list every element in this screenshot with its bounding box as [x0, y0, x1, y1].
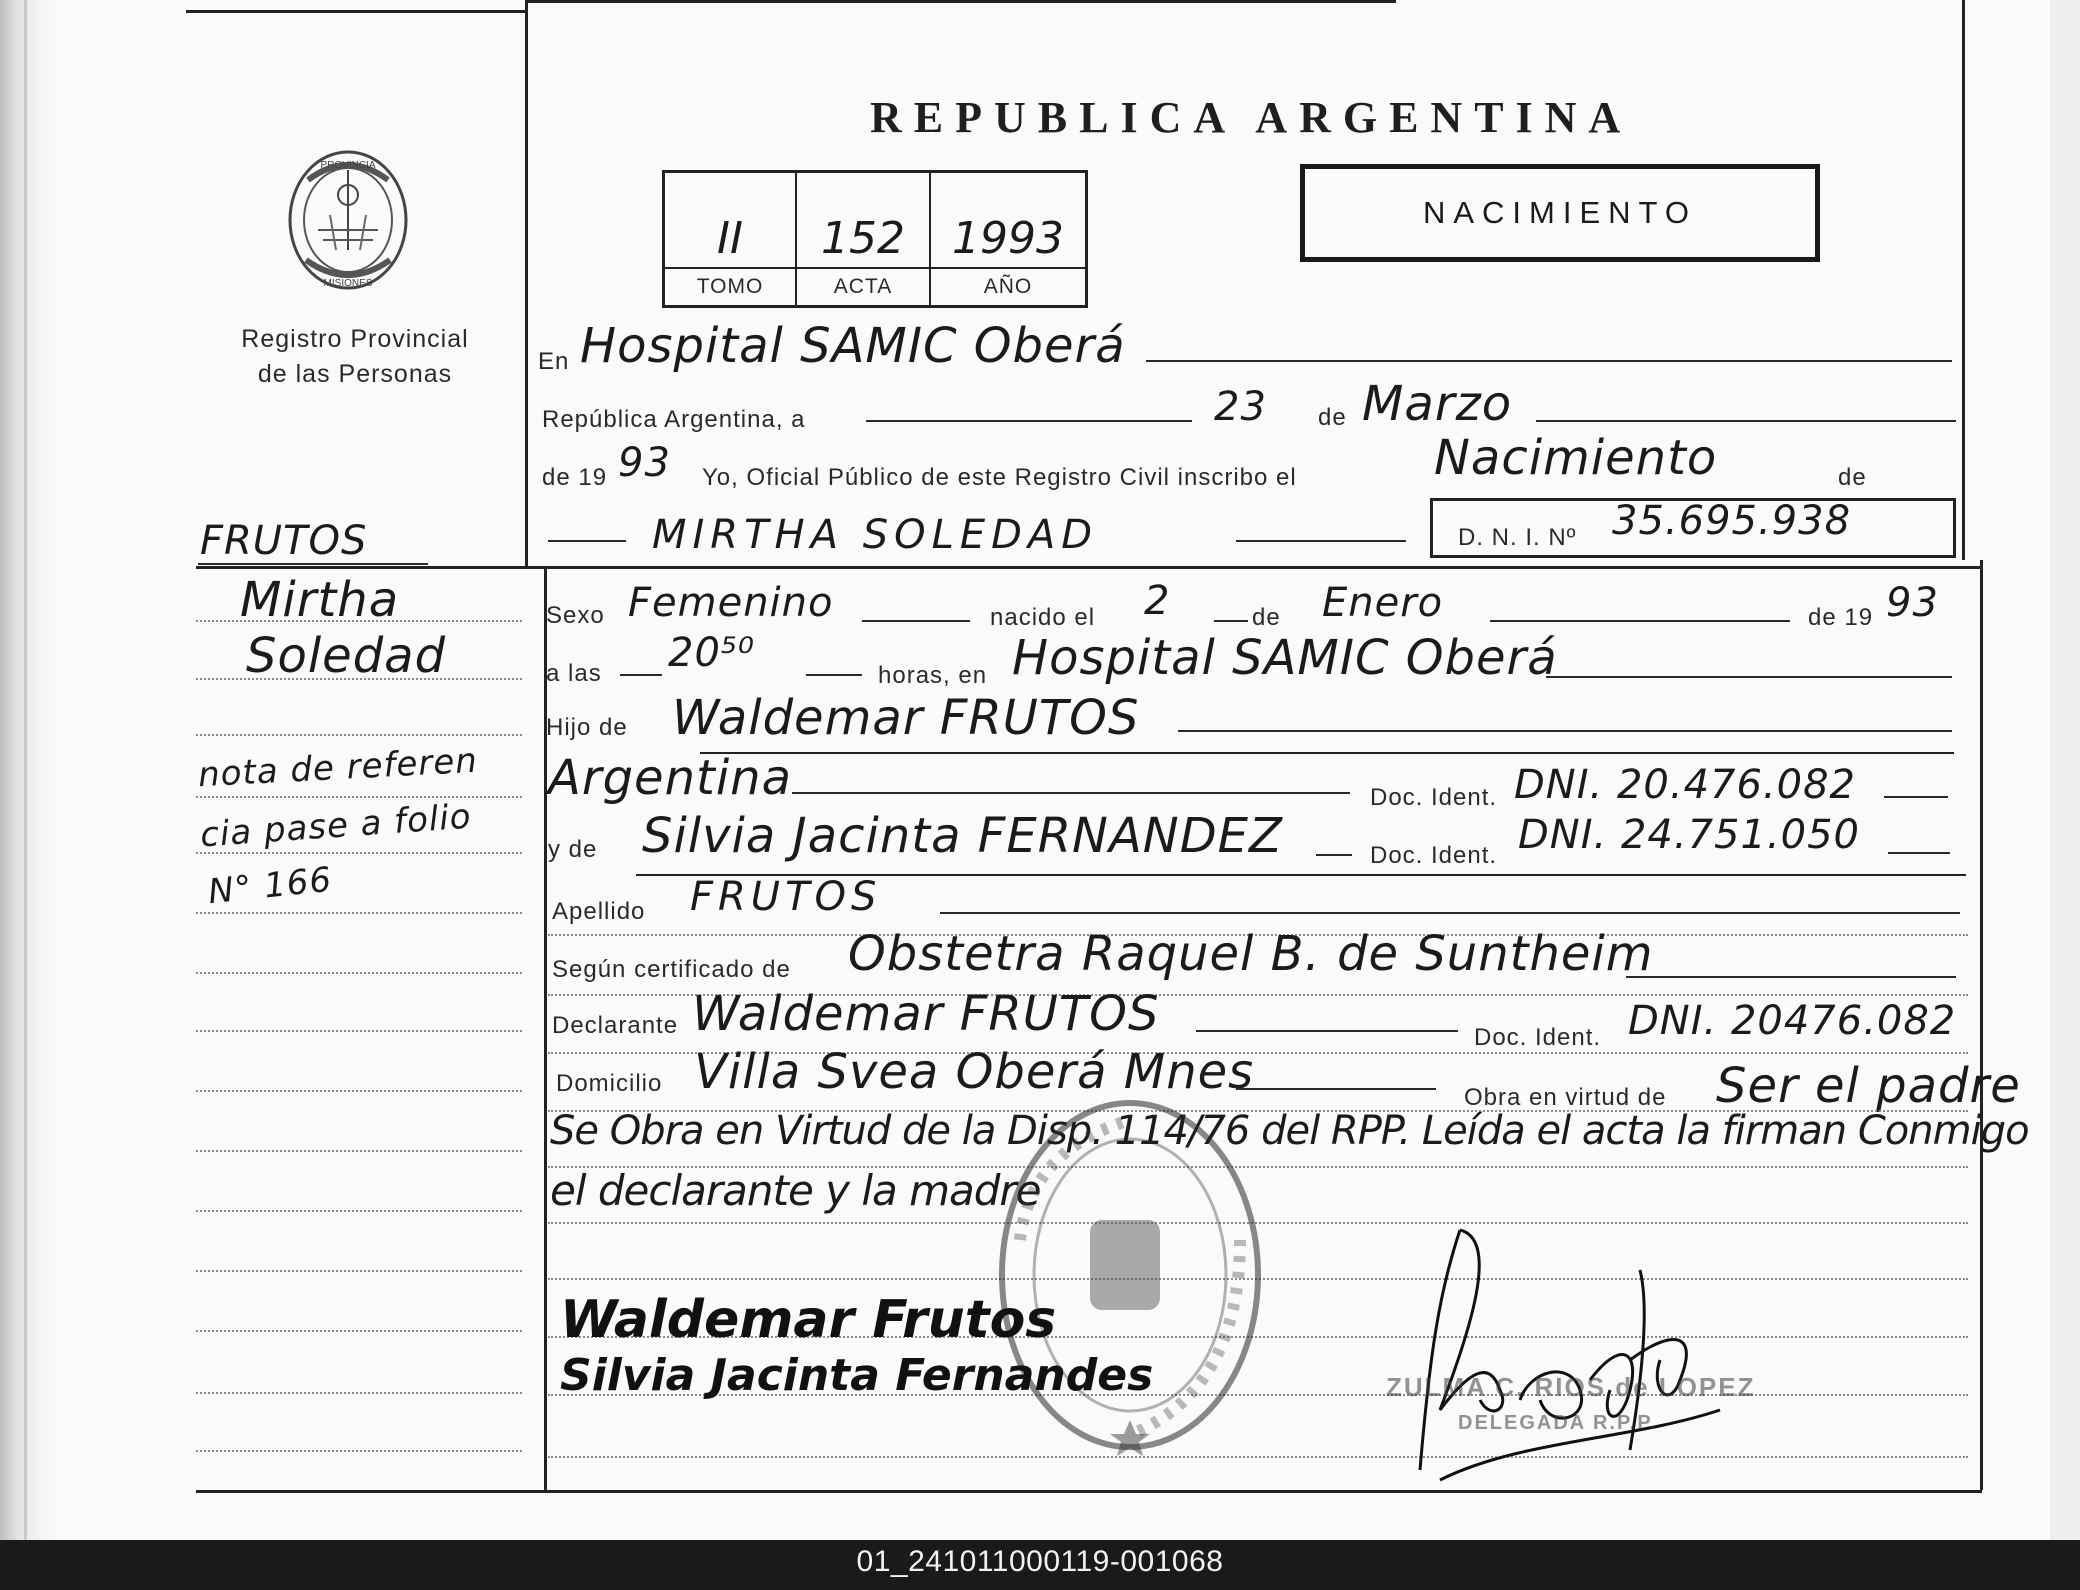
- label-doc-ident-1: Doc. Ident.: [1370, 784, 1498, 811]
- margin-note-3: N° 166: [206, 859, 334, 913]
- value-lugar: Hospital SAMIC Oberá: [580, 318, 1126, 374]
- fill-line: [620, 674, 662, 676]
- seal-top-text: PROVINCIA: [320, 160, 376, 171]
- margin-line: [196, 1030, 522, 1032]
- margin-note-2: cia pase a folio: [198, 796, 473, 856]
- acta-label: ACTA: [797, 267, 929, 305]
- value-dni: 35.695.938: [1612, 498, 1852, 544]
- margin-line: [196, 1450, 522, 1452]
- top-rule: [186, 10, 526, 13]
- registry-line1: Registro Provincial: [241, 325, 469, 353]
- value-continuacion-1: Se Obra en Virtud de la Disp. 114/76 del RPP. Leída el acta la firman Conmigo: [550, 1108, 2029, 1154]
- label-en: En: [538, 348, 570, 375]
- ano-value: 1993: [952, 213, 1064, 264]
- value-nac-ano: 93: [1886, 580, 1939, 626]
- value-continuacion-2: el declarante y la madre: [550, 1166, 1041, 1215]
- value-dia: 23: [1214, 384, 1267, 430]
- label-declarante: Declarante: [552, 1012, 679, 1039]
- provincial-seal-icon: [278, 140, 418, 300]
- registry-line2: de las Personas: [257, 360, 453, 388]
- record-number-box: [662, 170, 1088, 308]
- value-madre: Silvia Jacinta FERNANDEZ: [642, 808, 1283, 864]
- acta-cell: [797, 173, 931, 305]
- label-apellido: Apellido: [552, 898, 646, 925]
- value-nombre: MIRTHA SOLEDAD: [652, 512, 1099, 558]
- seal-bottom-text: MISIONES: [323, 278, 373, 289]
- label-de-mes: de: [1318, 404, 1347, 431]
- margin-given-name-2: Soledad: [246, 628, 447, 684]
- value-lugar-nac: Hospital SAMIC Oberá: [1012, 630, 1558, 686]
- fill-line: [1626, 976, 1956, 978]
- underline-father: [700, 752, 1954, 754]
- left-vertical-rule-lower: [544, 566, 547, 1490]
- officer-name-stamp: ZULMA C. RIOS de LOPEZ: [1386, 1372, 1756, 1402]
- fill-line: [866, 420, 1192, 422]
- image-caption: 01_241011000119-001068: [856, 1545, 1224, 1578]
- fill-line: [1178, 730, 1952, 732]
- fill-line: [1316, 854, 1352, 856]
- margin-line: [196, 1150, 522, 1152]
- label-domicilio: Domicilio: [556, 1070, 663, 1097]
- acta-value: 152: [821, 213, 905, 264]
- value-mes: Marzo: [1362, 376, 1513, 432]
- margin-surname: FRUTOS: [200, 518, 368, 564]
- label-de-19: de 19: [542, 464, 608, 491]
- value-nacionalidad-padre: Argentina: [548, 750, 792, 806]
- margin-line: [196, 734, 522, 736]
- value-apellido: FRUTOS: [690, 874, 882, 920]
- tomo-value: II: [717, 213, 743, 264]
- label-y-de: y de: [548, 836, 598, 863]
- margin-line: [196, 1090, 522, 1092]
- margin-line: [196, 1392, 522, 1394]
- fill-line: [806, 674, 862, 676]
- fill-line: [1884, 796, 1948, 798]
- ano-cell: [931, 173, 1085, 305]
- document-title: REPUBLICA ARGENTINA: [870, 93, 1633, 142]
- label-doc-ident-2: Doc. Ident.: [1370, 842, 1498, 869]
- fill-line: [1490, 620, 1790, 622]
- label-de-19-nac: de 19: [1808, 604, 1874, 631]
- value-declarante: Waldemar FRUTOS: [692, 986, 1160, 1042]
- value-hora: 20⁵⁰: [668, 630, 755, 676]
- official-round-stamp-icon: [990, 1090, 1270, 1460]
- value-obra: Ser el padre: [1716, 1058, 2021, 1114]
- margin-line: [196, 1210, 522, 1212]
- margin-surname-underline: [198, 563, 428, 565]
- mid-separator: [196, 566, 1982, 569]
- label-horas: horas, en: [878, 662, 988, 689]
- value-certificado: Obstetra Raquel B. de Suntheim: [848, 926, 1654, 982]
- fill-line: [1546, 676, 1952, 678]
- label-oficial: Yo, Oficial Público de este Registro Civil inscribo el: [702, 464, 1297, 491]
- tomo-label: TOMO: [665, 267, 795, 305]
- tomo-cell: [665, 173, 797, 305]
- value-doc-declarante: DNI. 20476.082: [1628, 998, 1957, 1044]
- registry-caption: [220, 322, 490, 392]
- label-hijo: Hijo de: [546, 714, 628, 741]
- officer-title-stamp: DELEGADA R.P.P.: [1458, 1412, 1658, 1434]
- value-inscribe: Nacimiento: [1434, 430, 1718, 486]
- fill-line: [1214, 620, 1248, 622]
- value-doc-padre: DNI. 20.476.082: [1514, 762, 1856, 808]
- officer-signature-icon: [1380, 1210, 1760, 1510]
- fill-line: [1536, 420, 1956, 422]
- margin-note-1: nota de referen: [197, 740, 479, 796]
- margin-given-name-1: Mirtha: [240, 572, 400, 628]
- label-doc-ident-3: Doc. Ident.: [1474, 1024, 1602, 1051]
- margin-line: [196, 912, 522, 914]
- label-republica: República Argentina, a: [542, 406, 806, 433]
- signature-mother: Silvia Jacinta Fernandes: [560, 1350, 1154, 1401]
- label-segun: Según certificado de: [552, 956, 791, 983]
- right-border: [1962, 0, 1965, 560]
- book-binding: [0, 0, 60, 1540]
- fill-line: [792, 792, 1350, 794]
- fill-line: [1236, 540, 1406, 542]
- margin-line: [196, 1270, 522, 1272]
- label-de-nac: de: [1252, 604, 1281, 631]
- fill-line: [1146, 360, 1952, 362]
- right-border-lower: [1980, 560, 1983, 1490]
- margin-line: [196, 796, 522, 798]
- signature-father: Waldemar Frutos: [560, 1290, 1057, 1350]
- value-nac-dia: 2: [1144, 578, 1171, 624]
- left-vertical-rule: [525, 0, 528, 566]
- ano-label: AÑO: [931, 267, 1085, 305]
- margin-line: [196, 972, 522, 974]
- page-edge: [24, 0, 27, 1540]
- value-nac-mes: Enero: [1322, 580, 1444, 626]
- fill-line: [940, 912, 1960, 914]
- label-obra: Obra en virtud de: [1464, 1084, 1667, 1111]
- value-doc-madre: DNI. 24.751.050: [1518, 812, 1860, 858]
- margin-line: [196, 1330, 522, 1332]
- fill-line: [1888, 852, 1950, 854]
- value-ano: 93: [618, 440, 671, 486]
- value-padre: Waldemar FRUTOS: [672, 690, 1140, 746]
- label-nacido: nacido el: [990, 604, 1096, 631]
- fill-line: [548, 540, 626, 542]
- label-sexo: Sexo: [546, 602, 605, 629]
- fill-line: [862, 620, 970, 622]
- label-dni: D. N. I. Nº: [1458, 524, 1577, 551]
- top-rule-right: [526, 0, 1396, 3]
- fill-line: [1196, 1030, 1458, 1032]
- record-type-box: NACIMIENTO: [1300, 164, 1820, 262]
- label-de-end: de: [1838, 464, 1867, 491]
- value-sexo: Femenino: [628, 580, 834, 626]
- value-domicilio: Villa Svea Oberá Mnes: [694, 1044, 1255, 1100]
- label-a-las: a las: [546, 660, 602, 687]
